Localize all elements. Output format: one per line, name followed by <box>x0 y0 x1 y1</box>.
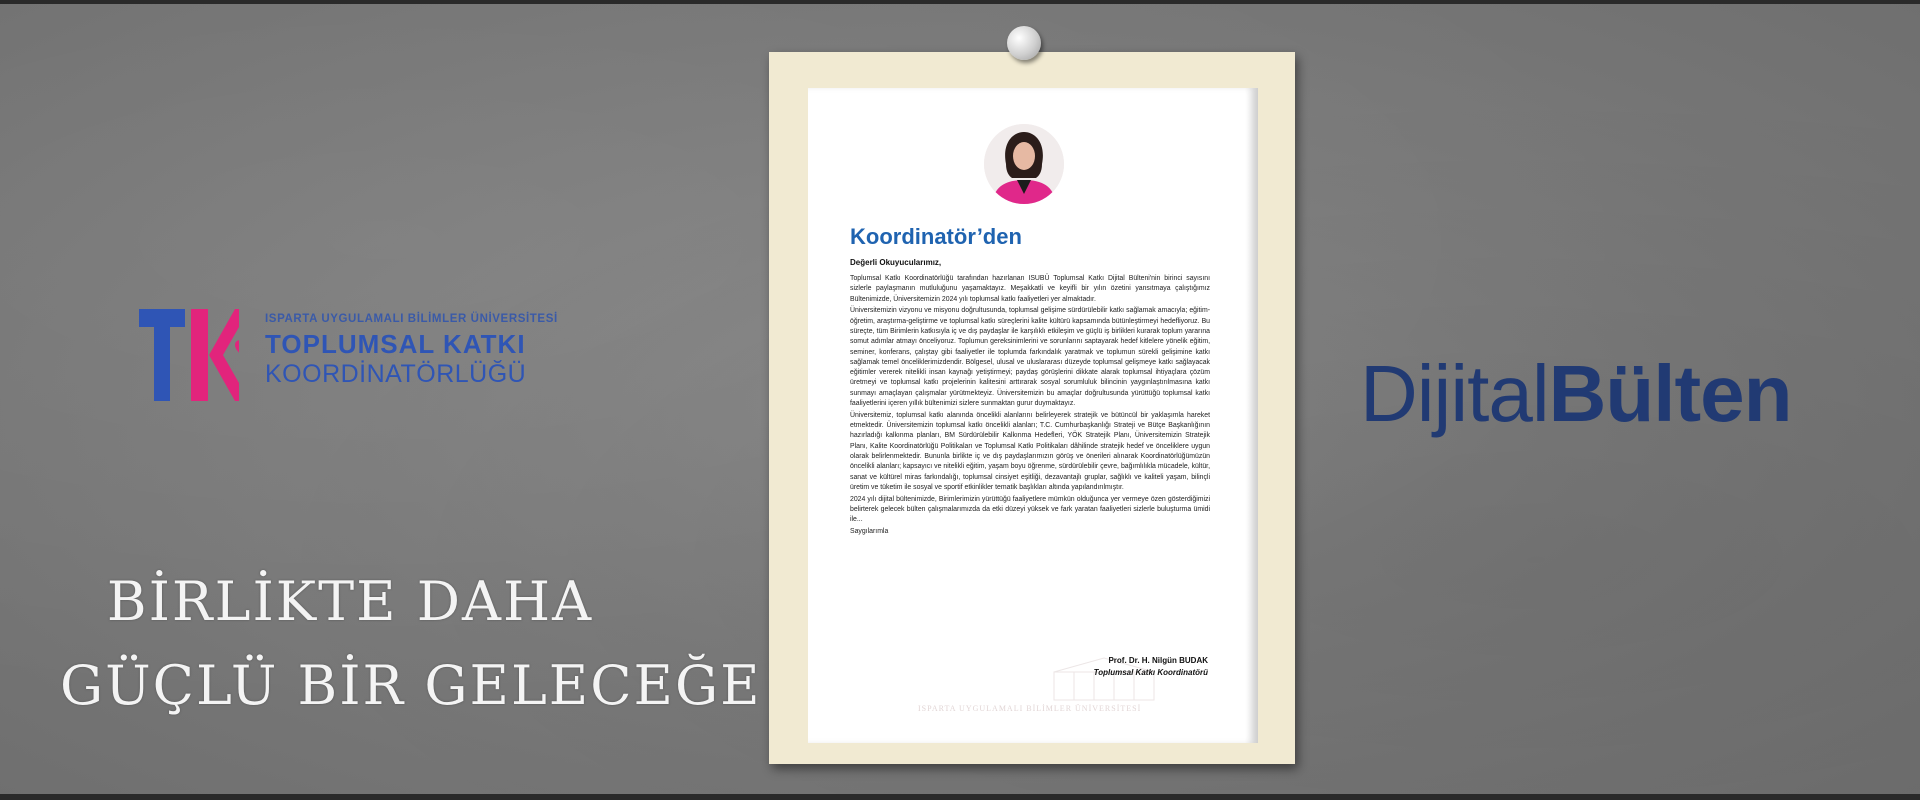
university-name: ISPARTA UYGULAMALI BİLİMLER ÜNİVERSİTESİ <box>265 313 558 325</box>
logo-line-1: TOPLUMSAL KATKI <box>265 329 526 359</box>
paragraph: Toplumsal Katkı Koordinatörlüğü tarafından hazırlanan ISUBÜ Toplumsal Katkı Dijital Bülteni'nin birinci sayısını sizlerle paylaşmanın mutluluğunu yaşamaktayız. Meşakkatli ve keyifli bir yılın özetini yansıtmaya çalıştığımız Bültenimizde, Üniversitemizin 2024 yılı toplumsal katkı faaliyetleri yer almaktadır. <box>850 275 1210 303</box>
signature-name: Prof. Dr. H. Nilgün BUDAK <box>1108 656 1208 665</box>
university-watermark: ISPARTA UYGULAMALI BİLİMLER ÜNİVERSİTESİ <box>918 704 1142 713</box>
closing: Saygılarımla <box>850 528 889 536</box>
toplumsal-katki-logo[interactable] <box>139 305 558 405</box>
slogan-line-1: BİRLİKTE DAHA <box>106 570 594 633</box>
slogan <box>60 560 762 728</box>
tk-logo-mark-icon <box>139 305 239 405</box>
brand-bold: Bülten <box>1548 349 1792 438</box>
logo-line-2: KOORDİNATÖRLÜĞÜ <box>265 360 527 388</box>
paragraph: Üniversitemiz, toplumsal katkı alanında öncelikli alanlarını belirleyerek stratejik ve bütüncül bir yaklaşımla hareket etmektedir. Üniversitemizin toplumsal katkı öncelikli alanları; T.C. Cumhurbaşkanlığı Strateji ve Bütçe Başkanlığının hazırladığı kalkınma planları, BM Sürdürülebilir Kalkınma Hedefleri, YÖK Stratejik Planı, Üniversitemizin Stratejik Planı, Kalite Koordinatörlüğü Politikaları ve Toplumsal Katkı Politikaları dâhilinde stratejik hedef ve önceliklere uygun olarak belirlenmektedir. Bununla birlikte iç ve dış paydaşlarımızın görüş ve önerileri alınarak Koordinatörlüğümüzün öncelikli alanları; kapsayıcı ve nitelikli eğitim, yaşam boyu öğrenme, sürdürülebilir çevre, bağımlılıkla mücadele, kültür, sanat ve kültürel miras farkındalığı, toplumsal cinsiyet eşitliği, dezavantajlı gruplar, sağlıklı ve kaliteli yaşam, bilinçli üretim ve tüketim ile sosyal ve sportif etkinlikler tematik başlıkları altında yapılandırılmıştır. <box>850 411 1210 491</box>
paragraph: Üniversitemizin vizyonu ve misyonu doğrultusunda, toplumsal gelişime sürdürülebilir katkı sağlamak amacıyla; eğitim-öğretim, araştırma-geliştirme ve toplumsal katkı süreçlerini kalite kültürü kapsamında bütünleştirmeyi hedefliyoruz. Bu süreçte, tüm Birimlerin katkısıyla iç ve dış paydaşlar ile karşılıklı etkileşim ve güçlü iş birlikleri kurarak toplum yararına somut adımlar atmayı önceliyoruz. Toplumun gereksinimlerini ve sorunlarını saptayarak hedef kitlelere yönelik eğitim, seminer, konferans, çalıştay gibi faaliyetler ile toplumda farkındalık yaratmak ve toplumun sürekli gelişimine katkı sağlamak temel önceliklerimizdendir. Bölgesel, ulusal ve uluslararası düzeyde toplumsal gelişmeye katkı sağlayacak eğitimler vererek nitelikli insan kaynağı yetiştirmeyi; paydaş görüşlerini dikkate alarak toplumsal ihtiyaçlara çözüm üretmeyi ve toplumsal katkı projelerinin kalitesini arttırarak sosyal sorumluluk bilincinin yaygınlaştırılmasına katkı sunmayı amaçlayan çalışmalar yürütmekteyiz. Üniversitemizin bu amaçlar doğrultusunda yürüttüğü toplumsal katkı faaliyetlerini içeren yıllık bültenimizi sizlere sunmaktan gurur duymaktayız. <box>850 307 1210 408</box>
top-border <box>0 0 1920 4</box>
dijital-bulten-logo[interactable] <box>1360 348 1791 440</box>
greeting: Değerli Okuyucularımız, <box>850 258 942 267</box>
paragraph: 2024 yılı dijital bültenimizde, Birimlerimizin yürüttüğü faaliyetlere mümkün olduğunca yer vermeye özen gösterdiğimizi belirterek gelecek bülten çalışmalarımızda da etki düzeyi yüksek ve fark yaratan faaliyetleri sizlerle buluşturma ümidi ile... <box>850 495 1210 524</box>
brand-light: Dijital <box>1360 349 1549 438</box>
paper-shadow <box>1245 88 1258 743</box>
document-page[interactable] <box>808 88 1258 743</box>
signature-title: Toplumsal Katkı Koordinatörü <box>1093 668 1208 677</box>
bottom-border <box>0 794 1920 800</box>
pin-icon <box>1007 26 1041 60</box>
slogan-line-2: GÜÇLÜ BİR GELECEĞE <box>60 654 762 717</box>
document-title: Koordinatör’den <box>850 224 1022 249</box>
coordinator-portrait <box>984 124 1064 204</box>
document-body <box>850 274 1210 539</box>
